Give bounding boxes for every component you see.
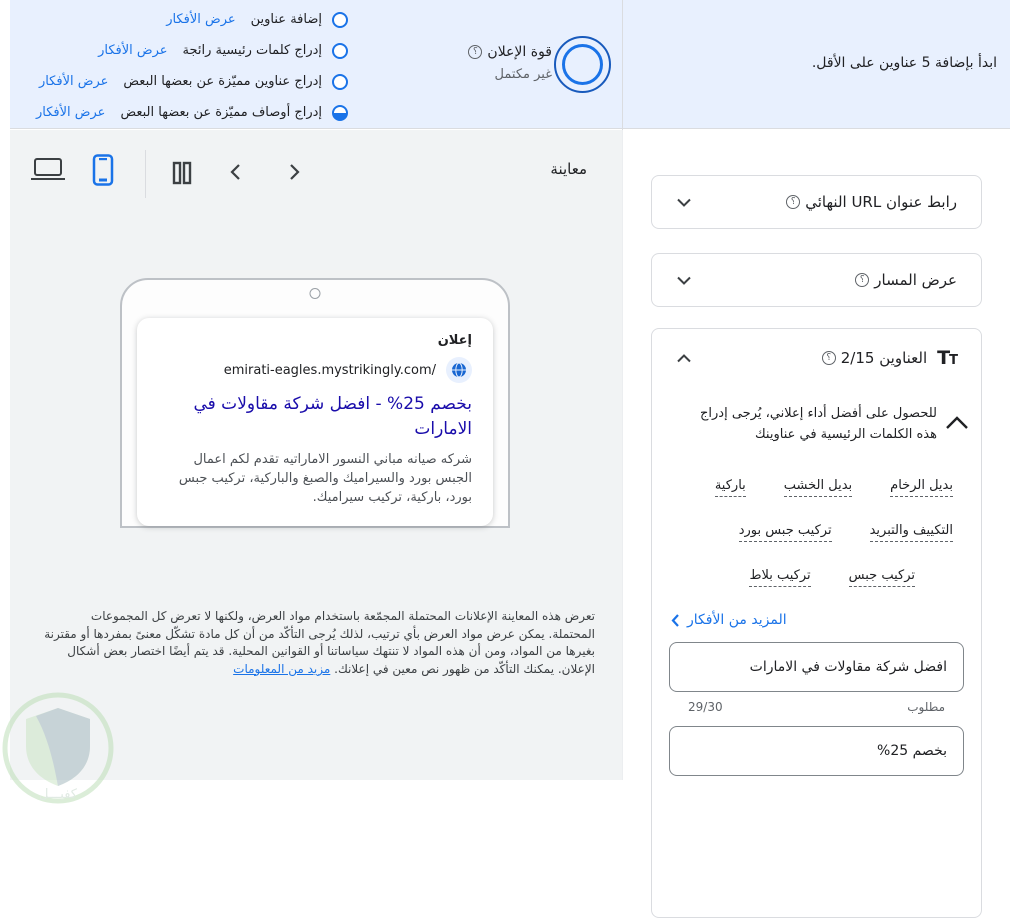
chevron-left-icon xyxy=(228,162,244,182)
checklist-item-unique-headlines xyxy=(10,66,348,97)
preview-title: معاينة xyxy=(550,160,587,178)
laptop-icon xyxy=(30,157,66,183)
smartphone-icon xyxy=(92,154,114,186)
display-path-section xyxy=(651,253,982,307)
ad-display-url: emirati-eagles.mystrikingly.com/ xyxy=(223,362,436,378)
help-icon[interactable]: ؟ xyxy=(822,351,836,365)
ad-badge: إعلان xyxy=(437,333,472,348)
headline1-field-wrap xyxy=(652,642,981,776)
chevron-down-icon xyxy=(676,276,692,285)
collapse-section-button[interactable] xyxy=(676,354,692,363)
ad-headline-link[interactable]: بخصم 25% - افضل شركة مقاولات في الامارات xyxy=(193,394,472,439)
headline2-input[interactable]: بخصم 25% xyxy=(669,726,964,776)
checklist-item-unique-descriptions xyxy=(10,97,348,128)
previous-preview-button[interactable] xyxy=(228,162,244,182)
more-ideas-label: المزيد من الأفكار xyxy=(687,612,787,628)
keyword-chip[interactable]: باركية xyxy=(715,478,746,497)
watermark-text: كفيـــل xyxy=(39,787,77,802)
final-url-section xyxy=(651,175,982,229)
ad-strength-gauge-inner xyxy=(562,44,603,85)
pause-icon xyxy=(170,161,194,185)
desktop-preview-button[interactable] xyxy=(30,157,66,183)
ad-editor-screen xyxy=(10,0,1010,802)
progress-circle-icon xyxy=(332,74,348,90)
view-ideas-link[interactable]: عرض الأفكار xyxy=(36,105,106,120)
ad-strength-title xyxy=(428,44,552,60)
keyword-chip[interactable]: التكييف والتبريد xyxy=(870,523,953,542)
keywords-tip-row xyxy=(652,403,981,445)
headline1-input[interactable]: افضل شركة مقاولات في الامارات xyxy=(669,642,964,692)
help-icon[interactable]: ؟ xyxy=(786,195,800,209)
more-ideas-link[interactable] xyxy=(652,612,981,628)
mobile-preview-button[interactable] xyxy=(92,154,114,186)
ad-strength-labels xyxy=(428,44,552,82)
progress-circle-icon xyxy=(332,43,348,59)
display-path-title: عرض المسار xyxy=(874,271,957,289)
kafeel-watermark-logo xyxy=(0,686,120,814)
globe-icon xyxy=(446,357,472,383)
keyword-chip[interactable]: تركيب جبس xyxy=(849,568,915,587)
phone-camera-dot xyxy=(310,288,321,299)
checklist-item-add-headlines xyxy=(10,4,348,35)
help-icon[interactable]: ؟ xyxy=(468,45,482,59)
checklist-label: إدراج عناوين مميّزة عن بعضها البعض xyxy=(123,74,322,89)
ad-strength-label: قوة الإعلان xyxy=(487,44,552,60)
expand-section-button[interactable] xyxy=(676,276,692,285)
view-ideas-link[interactable]: عرض الأفكار xyxy=(38,74,109,89)
chevron-right-icon xyxy=(286,162,302,182)
headlines-section xyxy=(651,328,982,918)
ad-strength-status: غير مكتمل xyxy=(494,67,552,82)
checklist-label: إدراج كلمات رئيسية رائجة xyxy=(182,43,322,58)
checklist-label: إضافة عناوين xyxy=(250,12,322,27)
disclaimer-text: تعرض هذه المعاينة الإعلانات المحتملة المجمّعة باستخدام مواد العرض، ولكنها لا تعرض كل المجموعات المحتملة. يمكن عرض مواد العرض بأي ترتيب، لذلك يُرجى التأكّد من أن كل مادة تشكّل معنىً بمفردها أو مقترنة بغيرها من المواد، ومن أن هذه المواد لا تنتهك سياساتنا أو القوانين المحلية. قد يتم أيضًا اختصار بعض أشكال الإعلان. يمكنك التأكّد من ظهور نص معين في إعلانك. xyxy=(44,609,595,676)
view-ideas-link[interactable]: عرض الأفكار xyxy=(166,12,236,27)
help-icon[interactable]: ؟ xyxy=(855,273,869,287)
add-headlines-note: ابدأ بإضافة 5 عناوين على الأقل. xyxy=(811,55,997,71)
headlines-title-text: العناوين xyxy=(879,349,928,367)
keyword-chip[interactable]: تركيب جبس بورد xyxy=(739,523,832,542)
chevron-up-icon xyxy=(676,354,692,363)
ad-strength-checklist xyxy=(10,4,348,128)
caret-up-icon xyxy=(945,416,969,430)
keyword-row xyxy=(652,465,981,510)
checklist-label: إدراج أوصاف مميّزة عن بعضها البعض xyxy=(120,105,322,120)
final-url-header[interactable] xyxy=(652,176,981,228)
keywords-tip-text: للحصول على أفضل أداء إعلاني، يُرجى إدراج هذه الكلمات الرئيسية في عناوينك xyxy=(700,406,937,442)
ad-form-panel xyxy=(622,130,1010,780)
display-path-header[interactable] xyxy=(652,254,981,306)
headline1-meta xyxy=(669,700,964,714)
keyword-chip[interactable]: بديل الخشب xyxy=(784,478,852,497)
headlines-title xyxy=(841,349,927,367)
view-ideas-link[interactable]: عرض الأفكار xyxy=(98,43,168,58)
keyword-chip[interactable]: بديل الرخام xyxy=(890,478,953,497)
checklist-item-popular-keywords xyxy=(10,35,348,66)
headlines-count: 2/15 xyxy=(840,349,875,367)
collapse-tip-button[interactable] xyxy=(945,415,969,434)
ad-strength-gauge xyxy=(554,36,611,93)
char-counter: 29/30 xyxy=(688,700,723,714)
ad-description: شركه صيانه مباني النسور الاماراتيه تقدم لكم اعمال الجبس بورد والسيراميك والصبغ والباركية، تركيب جبس بورد، باركية، تركيب سيراميك. xyxy=(178,452,472,505)
keyword-row xyxy=(652,555,981,600)
keyword-chip[interactable]: تركيب بلاط xyxy=(749,568,810,587)
required-label: مطلوب xyxy=(907,700,945,714)
learn-more-link[interactable]: مزيد من المعلومات xyxy=(233,661,331,676)
progress-circle-icon xyxy=(332,12,348,28)
preview-disclaimer xyxy=(44,608,595,678)
ad-strength-topbar xyxy=(10,0,1010,129)
final-url-title: رابط عنوان URL النهائي xyxy=(805,193,957,211)
progress-circle-half-icon xyxy=(332,105,348,121)
pause-preview-button[interactable] xyxy=(170,161,194,185)
text-fields-icon: TT xyxy=(937,347,957,369)
phone-mockup xyxy=(120,278,510,528)
preview-panel xyxy=(10,130,622,802)
expand-section-button[interactable] xyxy=(676,198,692,207)
chevron-down-icon xyxy=(676,198,692,207)
chevron-left-icon xyxy=(670,613,680,628)
headlines-header[interactable] xyxy=(652,329,981,369)
keyword-suggestions xyxy=(652,465,981,600)
ad-url-row xyxy=(158,357,472,383)
next-preview-button[interactable] xyxy=(286,162,302,182)
ad-preview-card xyxy=(137,318,493,526)
keyword-row xyxy=(652,510,981,555)
toolbar-divider xyxy=(145,150,146,198)
